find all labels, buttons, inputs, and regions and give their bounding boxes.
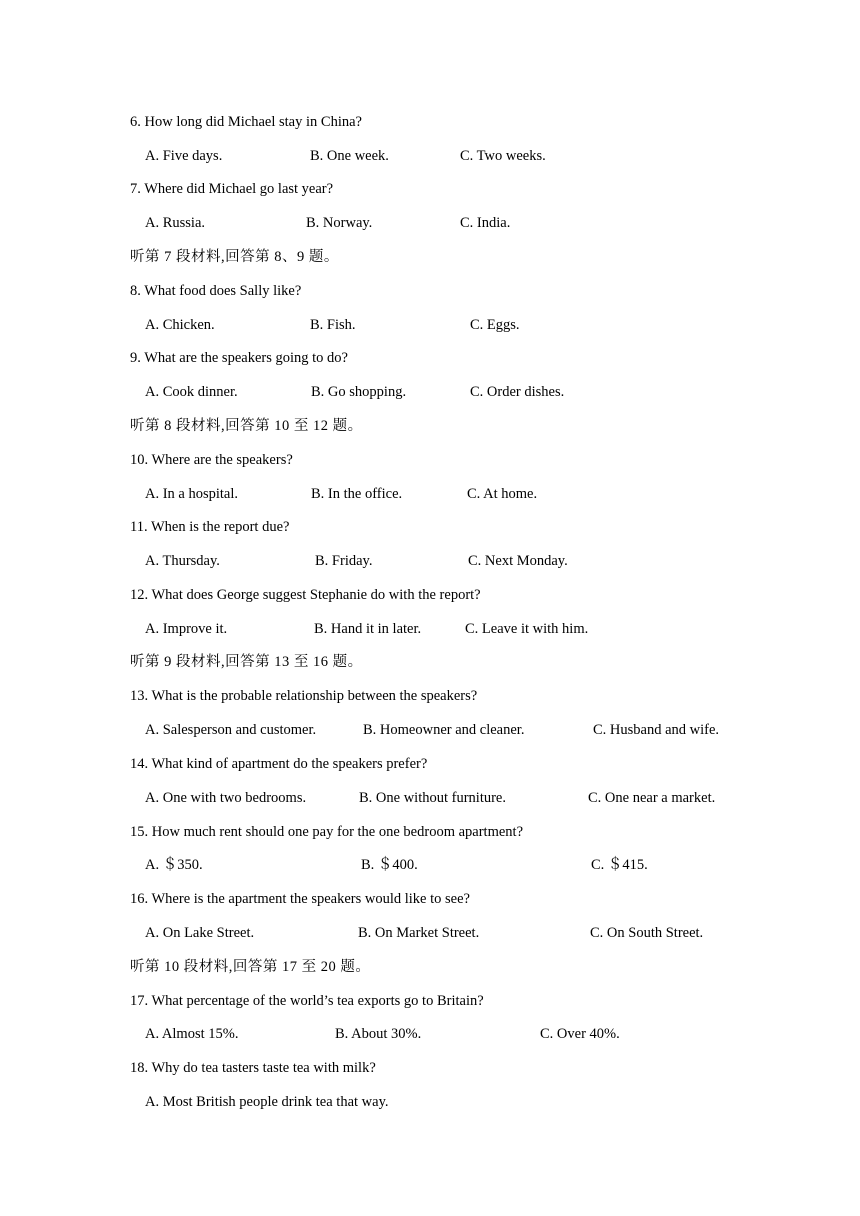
option-a: A. Five days. [145, 148, 223, 164]
question-7 [0, 177, 860, 201]
option-b: B. ＄400. [361, 857, 418, 873]
options-12 [0, 617, 860, 641]
question-text: 7. Where did Michael go last year? [130, 181, 334, 197]
question-text: 18. Why do tea tasters taste tea with milk? [130, 1060, 376, 1076]
section-text: 听第 10 段材料,回答第 17 至 20 题。 [130, 959, 371, 975]
question-8 [0, 279, 860, 303]
options-16 [0, 921, 860, 945]
options-9 [0, 380, 860, 404]
options-10 [0, 482, 860, 506]
option-a: A. Thursday. [145, 553, 220, 569]
option-b: B. Norway. [306, 215, 373, 231]
question-text: 11. When is the report due? [130, 519, 290, 535]
options-15 [0, 853, 860, 877]
question-text: 14. What kind of apartment do the speakers prefer? [130, 756, 428, 772]
question-12 [0, 583, 860, 607]
question-17 [0, 989, 860, 1013]
section-text: 听第 8 段材料,回答第 10 至 12 题。 [130, 418, 363, 434]
section-heading-8 [0, 414, 860, 438]
question-14 [0, 752, 860, 776]
question-text: 13. What is the probable relationship between the speakers? [130, 688, 478, 704]
question-text: 6. How long did Michael stay in China? [130, 114, 362, 130]
option-b: B. Homeowner and cleaner. [363, 722, 525, 738]
question-text: 9. What are the speakers going to do? [130, 350, 348, 366]
options-11 [0, 549, 860, 573]
question-11 [0, 515, 860, 539]
option-a: A. Salesperson and customer. [145, 722, 317, 738]
option-a: A. On Lake Street. [145, 925, 255, 941]
question-text: 12. What does George suggest Stephanie do with the report? [130, 587, 481, 603]
option-b: B. About 30%. [335, 1026, 422, 1042]
option-a: A. One with two bedrooms. [145, 790, 307, 806]
option-a: A. In a hospital. [145, 486, 239, 502]
question-13 [0, 684, 860, 708]
option-a: A. Almost 15%. [145, 1026, 239, 1042]
option-a: A. Improve it. [145, 621, 228, 637]
option-b: B. Fish. [310, 317, 356, 333]
option-b: B. One without furniture. [359, 790, 506, 806]
question-10 [0, 448, 860, 472]
section-text: 听第 9 段材料,回答第 13 至 16 题。 [130, 654, 363, 670]
option-c: C. Leave it with him. [465, 621, 589, 637]
options-13 [0, 718, 860, 742]
options-6 [0, 144, 860, 168]
options-8 [0, 313, 860, 337]
section-heading-10 [0, 955, 860, 979]
section-heading-7 [0, 245, 860, 269]
option-b: B. Friday. [315, 553, 373, 569]
section-text: 听第 7 段材料,回答第 8、9 题。 [130, 249, 339, 265]
question-18 [0, 1056, 860, 1080]
option-c: C. At home. [467, 486, 538, 502]
option-b: B. Hand it in later. [314, 621, 422, 637]
question-text: 15. How much rent should one pay for the one bedroom apartment? [130, 824, 524, 840]
section-heading-9 [0, 650, 860, 674]
option-a: A. Most British people drink tea that way. [145, 1094, 389, 1110]
question-15 [0, 820, 860, 844]
question-text: 17. What percentage of the world’s tea exports go to Britain? [130, 993, 484, 1009]
options-18 [0, 1090, 860, 1114]
option-a: A. Cook dinner. [145, 384, 238, 400]
option-c: C. ＄415. [591, 857, 648, 873]
option-a: A. Chicken. [145, 317, 215, 333]
option-b: B. In the office. [311, 486, 403, 502]
option-c: C. India. [460, 215, 511, 231]
option-c: C. Husband and wife. [593, 722, 720, 738]
options-7 [0, 211, 860, 235]
options-14 [0, 786, 860, 810]
question-6 [0, 110, 860, 134]
option-c: C. Two weeks. [460, 148, 546, 164]
option-c: C. One near a market. [588, 790, 716, 806]
option-b: B. One week. [310, 148, 389, 164]
option-a: A. ＄350. [145, 857, 203, 873]
options-17 [0, 1022, 860, 1046]
option-b: B. On Market Street. [358, 925, 480, 941]
option-c: C. Next Monday. [468, 553, 568, 569]
question-16 [0, 887, 860, 911]
question-text: 10. Where are the speakers? [130, 452, 293, 468]
question-text: 8. What food does Sally like? [130, 283, 302, 299]
option-a: A. Russia. [145, 215, 206, 231]
question-text: 16. Where is the apartment the speakers would like to see? [130, 891, 470, 907]
option-c: C. Order dishes. [470, 384, 565, 400]
option-c: C. Over 40%. [540, 1026, 620, 1042]
option-c: C. On South Street. [590, 925, 704, 941]
option-b: B. Go shopping. [311, 384, 407, 400]
option-c: C. Eggs. [470, 317, 520, 333]
question-9 [0, 346, 860, 370]
